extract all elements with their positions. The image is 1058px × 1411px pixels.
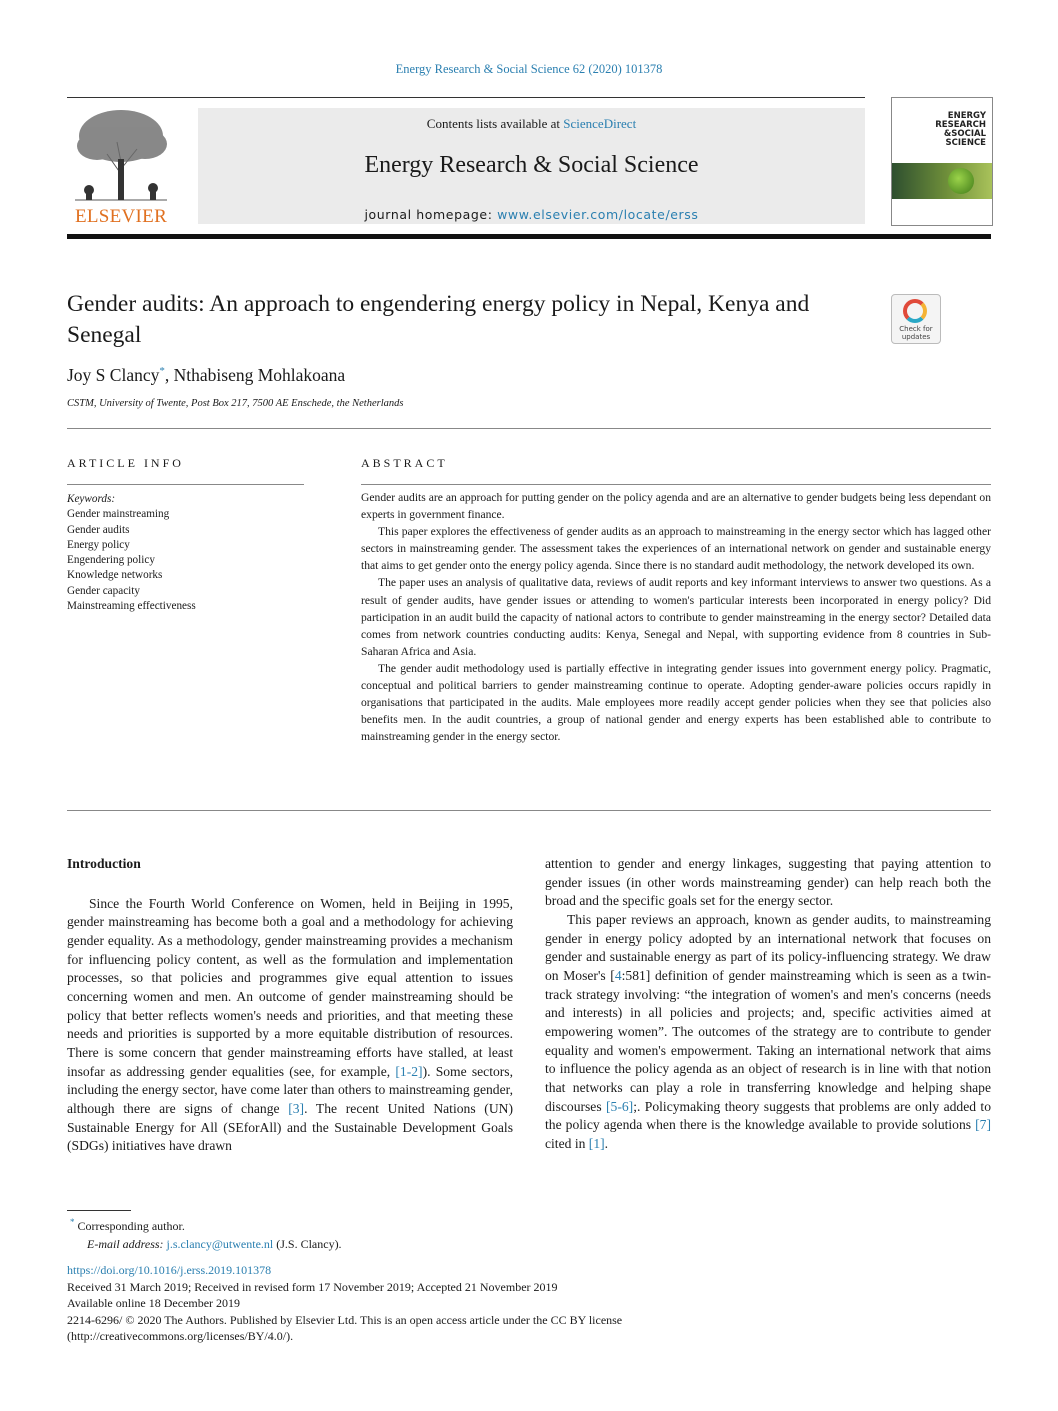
crossmark-label xyxy=(892,325,940,341)
journal-cover-thumbnail[interactable] xyxy=(891,97,993,226)
keywords-list xyxy=(67,492,307,614)
check-for-updates-badge[interactable] xyxy=(891,294,941,344)
keyword-item: Knowledge networks xyxy=(67,569,163,582)
corresponding-text: Corresponding author. xyxy=(77,1219,185,1233)
available-online: Available online 18 December 2019 xyxy=(67,1296,241,1311)
abstract-paragraph: This paper explores the effectiveness of gender audits as an approach to mainstreaming in the energy sector which has lagged other sectors in mainstreaming gender. The assessment takes the experiences of an international network on gender and sustainable energy that aims to get gender onto the energy policy agenda. Since there is no standard audit methodology, the network developed its own. xyxy=(361,525,991,573)
publication-info xyxy=(67,1262,622,1345)
body-text: Since the Fourth World Conference on Women, held in Beijing in 1995, gender mainstreaming has become both a goal and a methodology for achieving gender equality. As a methodology, gender mainstreaming provides a mechanism for influencing policy content, as well as the formulation and implementation processes, so that policies and programmes give equal attention to issues concerning women and men. An outcome of gender mainstreaming should be policy that better reflects women's needs and priorities, and that meeting these needs and priorities is supported by a more equitable distribution of resources. There is some concern that gender mainstreaming efforts have stalled, at least insofar as addressing gender equalities (see, for example, xyxy=(67,895,513,1079)
article-info-heading: ARTICLE INFO xyxy=(67,456,184,470)
corresponding-author-footnote xyxy=(67,1214,342,1253)
body-text: :581] definition of gender mainstreaming which is seen as a twin-track strategy involving: “the integration of women's and men's concerns (needs and interests) in all policies and projects; and, specific activities aimed at empowering women”. The outcomes of the strategy are to contribute to gender equality and women's empowerment. Taking an international network that aims to influence the policy agenda as an object of research is in line with that notion that networks can play a role in transferring knowledge and helping shape discourses xyxy=(545,967,991,1114)
reference-link[interactable]: [1] xyxy=(588,1135,605,1151)
journal-header-box xyxy=(198,108,865,224)
license-url[interactable]: (http://creativecommons.org/licenses/BY/4.0/). xyxy=(67,1329,294,1344)
journal-citation[interactable]: Energy Research & Social Science 62 (2020) 101378 xyxy=(395,62,663,76)
cover-title-line: RESEARCH xyxy=(935,120,986,130)
keyword-item: Engendering policy xyxy=(67,554,155,567)
header-bottom-rule xyxy=(67,234,991,239)
homepage-prefix: journal homepage: xyxy=(364,207,498,222)
cover-title-line: ENERGY xyxy=(947,111,986,121)
contents-prefix: Contents lists available at xyxy=(426,116,564,131)
contents-line xyxy=(198,116,865,132)
corresponding-line xyxy=(67,1214,342,1236)
footnote-star: * xyxy=(70,1217,75,1227)
homepage-link[interactable]: www.elsevier.com/locate/erss xyxy=(497,207,699,222)
cover-globe-icon xyxy=(948,168,974,194)
journal-title: Energy Research & Social Science xyxy=(364,152,699,178)
body-text: ;. Policymaking theory suggests that problems are only added to the policy agenda when there is the knowledge available to provide solutions xyxy=(545,1098,991,1133)
license-text: 2214-6296/ © 2020 The Authors. Published by Elsevier Ltd. This is an open access article under the CC BY license xyxy=(67,1312,623,1327)
article-info-rule xyxy=(67,484,304,485)
corresponding-author-mark[interactable]: * xyxy=(159,365,165,378)
email-suffix: (J.S. Clancy). xyxy=(273,1236,342,1251)
keyword-item: Gender audits xyxy=(67,523,130,536)
received-dates: Received 31 March 2019; Received in revised form 17 November 2019; Accepted 21 November 2019 xyxy=(67,1279,558,1294)
reference-link[interactable]: [5-6] xyxy=(606,1098,634,1114)
reference-link[interactable]: [3] xyxy=(288,1100,305,1116)
elsevier-wordmark: ELSEVIER xyxy=(74,206,168,227)
abstract-rule xyxy=(361,484,991,485)
cover-band xyxy=(892,163,992,199)
doi-link[interactable]: https://doi.org/10.1016/j.erss.2019.101378 xyxy=(67,1263,272,1277)
body-text: This paper reviews an approach, known as gender audits, to mainstreaming gender in energy policy adopted by an international network that focuses on gender and sustainable energy as part of its policy-influencing strategy. We draw on Moser's [ xyxy=(545,911,991,983)
keyword-item: Gender capacity xyxy=(67,584,140,597)
email-link[interactable]: j.s.clancy@utwente.nl xyxy=(166,1236,274,1251)
keyword-item: Mainstreaming effectiveness xyxy=(67,600,196,613)
introduction-heading: Introduction xyxy=(67,856,141,871)
reference-link[interactable]: [7] xyxy=(975,1117,991,1133)
keyword-item: Energy policy xyxy=(67,538,130,551)
abstract-bottom-divider xyxy=(67,810,991,811)
crossmark-line: Check for xyxy=(899,325,933,333)
author-list xyxy=(67,365,345,386)
abstract-paragraph: Gender audits are an approach for putting gender on the policy agenda and are an alternative to gender budgets being less dependant on experts in government finance. xyxy=(361,491,991,522)
abstract-text xyxy=(361,489,991,745)
body-paragraph: attention to gender and energy linkages, suggesting that paying attention to gender issues (in other words mainstreaming gender) can help reach both the broad and the specific goals set for the energy sector. xyxy=(545,856,991,909)
body-paragraph xyxy=(67,895,513,1156)
title-divider xyxy=(67,428,991,429)
body-paragraph xyxy=(545,911,991,1154)
body-text: cited in xyxy=(545,1135,589,1151)
reference-link[interactable]: [1-2] xyxy=(395,1063,423,1079)
body-text: . xyxy=(604,1135,609,1151)
author-affiliation: CSTM, University of Twente, Post Box 217, 7500 AE Enschede, the Netherlands xyxy=(67,398,404,409)
body-column-right xyxy=(545,855,991,1154)
body-text: . The recent United Nations (UN) Sustainable Energy for All (SEforAll) and the Sustainable Development Goals (SDGs) initiatives have drawn xyxy=(67,1100,513,1154)
keywords-label: Keywords: xyxy=(67,493,116,505)
footnote-rule xyxy=(67,1210,131,1211)
cover-title-line: &SOCIAL xyxy=(943,129,986,139)
article-title: Gender audits: An approach to engendering energy policy in Nepal, Kenya and Senegal xyxy=(67,291,810,348)
cover-title xyxy=(935,112,986,148)
email-line xyxy=(67,1236,342,1254)
abstract-heading: ABSTRACT xyxy=(361,456,448,470)
author-name[interactable]: Joy S Clancy xyxy=(67,365,160,385)
elsevier-tree-logo xyxy=(67,104,175,222)
header-top-rule xyxy=(67,97,865,98)
author-separator: , xyxy=(164,365,174,385)
body-column-left xyxy=(67,855,513,1156)
reference-link[interactable]: 4 xyxy=(614,967,622,983)
cover-title-line: SCIENCE xyxy=(945,138,986,148)
crossmark-icon xyxy=(903,299,927,323)
body-text: ). Some sectors, including the energy sector, have come later than others to mainstreaming gender, although there are signs of change xyxy=(67,1063,513,1116)
author-name[interactable]: Nthabiseng Mohlakoana xyxy=(173,365,346,385)
homepage-line xyxy=(198,207,865,222)
abstract-paragraph: The gender audit methodology used is partially effective in integrating gender issues into government energy policy. Pragmatic, conceptual and political barriers to gender mainstreaming continue to operate. Adopting gender-aware policies occurs rapidly in organisations that participated in the audits. Male employees more readily accept gender policies when they see that policies also benefits men. In the audit countries, a group of national gender and energy experts has been established able to contribute to mainstreaming gender in the energy sector. xyxy=(361,661,991,744)
email-label: E-mail address: xyxy=(87,1236,164,1251)
crossmark-line: updates xyxy=(901,333,931,341)
keyword-item: Gender mainstreaming xyxy=(67,508,170,521)
abstract-paragraph: The paper uses an analysis of qualitative data, reviews of audit reports and key informant interviews to answer two questions. As a result of gender audits, have gender issues or attending to women's particular interests been incorporated in energy policy? Did participation in an audit build the capacity of national actors to contribute to gender mainstreaming in the energy sector? Detailed data comes from network countries conducting audits: Kenya, Senegal and Nepal, with supporting evidence from 8 countries in Sub-Saharan Africa and Asia. xyxy=(361,576,991,658)
sciencedirect-link[interactable]: ScienceDirect xyxy=(563,116,637,131)
